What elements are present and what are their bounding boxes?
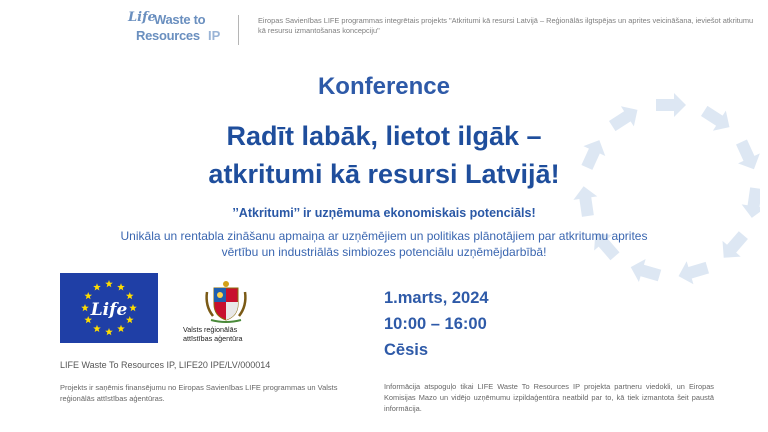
conference-subtitle: ’’Atkritumi’’ ir uzņēmuma ekonomiskais potenciāls!: [232, 206, 536, 220]
conference-description: [0, 228, 768, 260]
eu-life-text: Life: [90, 300, 128, 320]
event-time: 10:00 – 16:00: [384, 315, 487, 333]
eu-star-icon: [129, 304, 137, 311]
eu-star-icon: [117, 283, 125, 290]
eu-star-icon: [93, 325, 101, 332]
title-line-2: atkritumi kā resursi Latvijā!: [208, 159, 560, 189]
eu-star-icon: [93, 283, 101, 290]
logo-life-text: Life: [128, 10, 156, 25]
agency-line-1: Valsts reģionālās: [183, 325, 238, 334]
eu-star-icon: [126, 292, 134, 299]
eu-star-icon: [105, 280, 113, 287]
arrow-decoration-icon: [627, 256, 663, 287]
description-line-1: Unikāla un rentabla zināšanu apmaiņa ar uzņēmējiem un politikas plānotājiem par atkritumu aprites: [120, 229, 648, 243]
eu-star-icon: [117, 325, 125, 332]
eu-star-icon: [81, 304, 89, 311]
arrow-decoration-icon: [675, 256, 711, 287]
financing-note: Projekts ir saņēmis finansējumu no Eiropas Savienības LIFE programmas un Valsts reģionālās attīstības aģentūras.: [60, 383, 338, 403]
disclaimer-note: Informācija atspoguļo tikai LIFE Waste To Resources IP projekta partneru viedokli, un Eiropas Komisijas Mazo un vidējo uzņēmumu izpildaģentūra neatbild par to, kā tiek izmantota šeit paustā informācija.: [384, 382, 714, 413]
conference-label: Konference: [317, 73, 451, 100]
project-description: Eiropas Savienības LIFE programmas integrētais projekts "Atkritumi kā resursi Latvijā – Reģionālās ilgtspējas un aprites veicināšana, ieviešot atkritumu kā resursu izmantošanas koncepciju": [258, 16, 754, 35]
conference-title: [0, 117, 768, 193]
logo-resources-text: Resources: [136, 28, 200, 43]
agency-name: [183, 326, 273, 343]
title-line-1: Radīt labāk, lietot ilgāk –: [226, 121, 542, 151]
logo-waste-to-text: Waste to: [154, 12, 206, 27]
eu-star-icon: [105, 328, 113, 335]
eu-stars-icon: [60, 273, 158, 343]
coat-of-arms-icon: [203, 278, 249, 324]
event-place: Cēsis: [384, 341, 429, 359]
eu-star-icon: [84, 292, 92, 299]
description-line-2: vērtību un industriālās simbiozes potenciālu uzņēmējdarbībā!: [221, 245, 547, 259]
event-date: 1.marts, 2024: [384, 289, 489, 307]
project-id: LIFE Waste To Resources IP, LIFE20 IPE/LV/000014: [60, 360, 271, 370]
eu-life-flag: [60, 273, 158, 343]
logo-ip-text: IP: [208, 28, 221, 43]
life-waste-to-resources-logo: [128, 10, 228, 48]
header-divider: [238, 15, 239, 45]
agency-line-2: attīstības aģentūra: [183, 333, 243, 343]
